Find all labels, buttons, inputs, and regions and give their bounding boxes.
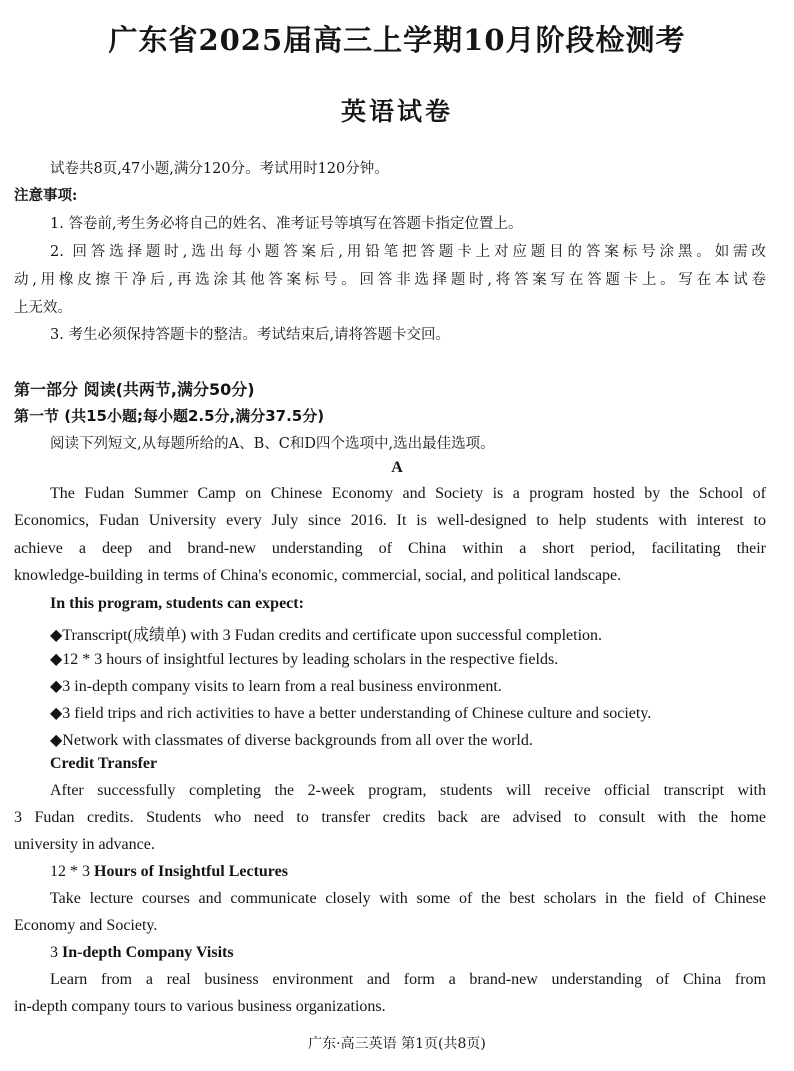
bullet-item: ◆Network with classmates of diverse backgrounds from all over the world. [50, 732, 533, 749]
visits-line-1: Learn from a real business environment and form a brand-new understanding of China from [50, 971, 766, 988]
notes-heading: 注意事项: [14, 187, 78, 204]
visits-prefix: 3 [50, 944, 62, 961]
page-footer: 广东·高三英语 第1页(共8页) [308, 1036, 486, 1052]
exam-subtitle: 英语试卷 [340, 97, 453, 126]
note-item-2-line-2: 动,用橡皮擦干净后,再选涂其他答案标号。回答非选择题时,将答案写在答题卡上。写在本试卷 [14, 272, 766, 288]
note-item-3: 3. 考生必须保持答题卡的整洁。考试结束后,请将答题卡交回。 [50, 327, 451, 343]
expect-heading: In this program, students can expect: [50, 595, 304, 612]
credit-line-2: 3 Fudan credits. Students who need to transfer credits back are advised to consult with the home [14, 809, 766, 826]
note-item-2-line-3: 上无效。 [14, 300, 72, 316]
part-1-title: 第一部分 阅读(共两节,满分50分) [14, 380, 255, 399]
lectures-line-1: Take lecture courses and communicate closely with some of the best scholars in the field of Chinese [50, 890, 766, 907]
passage-p1-line-3: achieve a deep and brand-new understanding of China within a short period, facilitating their [14, 540, 766, 557]
passage-p1-line-4: knowledge-building in terms of China's economic, commercial, social, and political landscape. [14, 567, 622, 584]
lectures-line-2: Economy and Society. [14, 917, 158, 934]
bullet-item: ◆3 in-depth company visits to learn from a real business environment. [50, 678, 502, 695]
bullet-item: ◆3 field trips and rich activities to have a better understanding of Chinese culture and society. [50, 705, 652, 722]
visits-heading-text: In-depth Company Visits [62, 944, 234, 961]
lectures-heading [50, 863, 288, 881]
visits-heading [50, 944, 234, 962]
credit-line-1: After successfully completing the 2-week program, students will receive official transcript with [50, 782, 766, 799]
passage-p1-line-1: The Fudan Summer Camp on Chinese Economy and Society is a program hosted by the School of [50, 485, 766, 502]
section-1-instruction: 阅读下列短文,从每题所给的A、B、C和D四个选项中,选出最佳选项。 [50, 436, 495, 452]
exam-title: 广东省2025届高三上学期10月阶段检测考 [108, 23, 686, 57]
lectures-prefix: 12 * 3 [50, 863, 94, 880]
intro-text: 试卷共8页,47小题,满分120分。考试用时120分钟。 [50, 161, 389, 177]
section-1-title: 第一节 (共15小题;每小题2.5分,满分37.5分) [14, 407, 325, 425]
bullet-item: ◆12 * 3 hours of insightful lectures by leading scholars in the respective fields. [50, 651, 559, 668]
passage-p1-line-2: Economics, Fudan University every July since 2016. It is well-designed to help students with interest to [14, 512, 766, 529]
credit-transfer-heading: Credit Transfer [50, 755, 158, 772]
lectures-heading-text: Hours of Insightful Lectures [94, 863, 288, 880]
passage-label: A [391, 459, 403, 476]
note-item-2-line-1: 2. 回答选择题时,选出每小题答案后,用铅笔把答题卡上对应题目的答案标号涂黑。如需改 [50, 244, 766, 260]
note-item-1: 1. 答卷前,考生务必将自己的姓名、准考证号等填写在答题卡指定位置上。 [50, 216, 523, 232]
credit-line-3: university in advance. [14, 836, 155, 853]
visits-line-2: in-depth company tours to various business organizations. [14, 998, 386, 1015]
bullet-item: ◆Transcript(成绩单) with 3 Fudan credits and certificate upon successful completion. [50, 627, 603, 644]
